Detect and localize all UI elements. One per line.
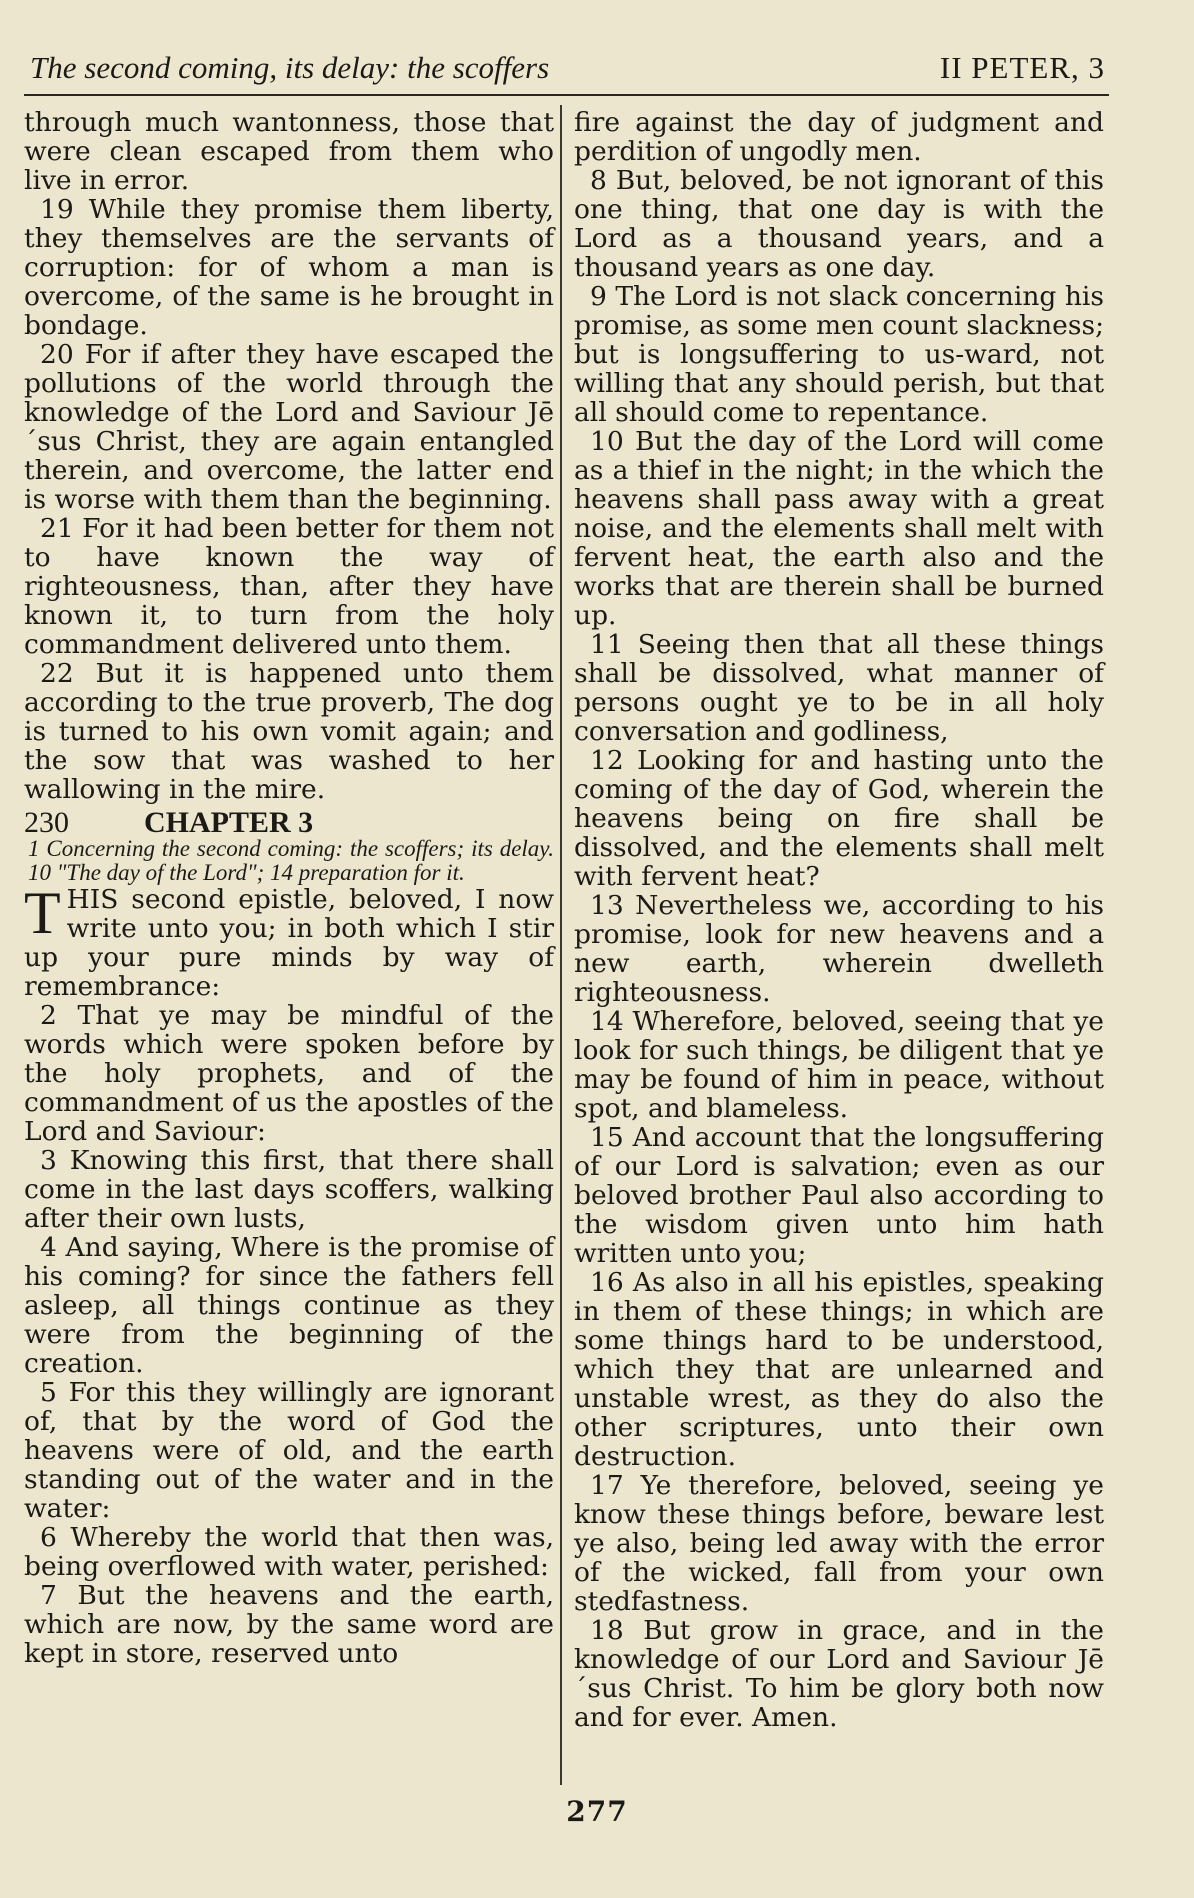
page-header <box>24 40 1109 96</box>
verse-1-text: HIS second epistle, beloved, I now write unto you; in both which I stir up your pure minds by way of remembrance: <box>24 884 554 1002</box>
verse-8: 8 But, beloved, be not ignorant of this one thing, that one day is with the Lord as a thousand years, and a thousand years as one day. <box>574 165 1104 283</box>
verse-9: 9 The Lord is not slack concerning his promise, as some men count slackness; but is longsuffering to us-ward, not willing that any should perish, but that all should come to repentance. <box>574 281 1104 428</box>
verse-6: 6 Whereby the world that then was, being overflowed with water, perished: <box>24 1522 554 1582</box>
verse-10: 10 But the day of the Lord will come as a thief in the night; in the which the heavens shall pass away with a great noise, and the elements shall melt with fervent heat, the earth also and the works that are therein shall be burned up. <box>574 426 1104 631</box>
verse-continuation: through much wantonness, those that were clean escaped from them who live in error. <box>24 107 554 196</box>
verse-12: 12 Looking for and hasting unto the coming of the day of God, wherein the heavens being on fire shall be dissolved, and the elements shall melt with fervent heat? <box>574 745 1104 892</box>
left-column <box>24 108 554 1668</box>
verse-3: 3 Knowing this first, that there shall come in the last days scoffers, walking after their own lusts, <box>24 1145 554 1234</box>
page-number: 277 <box>566 1795 628 1828</box>
book-chapter-reference: II PETER, 3 <box>939 50 1105 85</box>
verse-2: 2 That ye may be mindful of the words which were spoken before by the holy prophets, and of the commandment of us the apostles of the Lord and Saviour: <box>24 1000 554 1147</box>
verse-13: 13 Nevertheless we, according to his promise, look for new heavens and a new earth, wherein dwelleth righteousness. <box>574 890 1104 1008</box>
verse-17: 17 Ye therefore, beloved, seeing ye know these things before, beware lest ye also, being led away with the error of the wicked, fall from your own stedfastness. <box>574 1470 1104 1617</box>
verse-continuation: fire against the day of judgment and perdition of ungodly men. <box>574 107 1104 167</box>
chapter-title: CHAPTER 3 <box>144 806 314 839</box>
verse-5: 5 For this they willingly are ignorant of, that by the word of God the heavens were of old, and the earth standing out of the water and in the water: <box>24 1377 554 1524</box>
drop-cap: T <box>24 880 61 946</box>
chapter-heading <box>24 808 554 837</box>
verse-7: 7 But the heavens and the earth, which are now, by the same word are kept in store, reserved unto <box>24 1580 554 1669</box>
column-divider <box>560 105 562 1785</box>
verse-15: 15 And account that the longsuffering of our Lord is salvation; even as our beloved brother Paul also according to the wisdom given unto him hath written unto you; <box>574 1122 1104 1269</box>
chapter-marginal-number: 230 <box>24 806 69 839</box>
verse-19: 19 While they promise them liberty, they themselves are the servants of corruption: for of whom a man is overcome, of the same is he brought in bondage. <box>24 194 554 341</box>
right-column <box>574 108 1104 1732</box>
verse-14: 14 Wherefore, beloved, seeing that ye look for such things, be diligent that ye may be found of him in peace, without spot, and blameless. <box>574 1006 1104 1124</box>
verse-16: 16 As also in all his epistles, speaking in them of these things; in which are some things hard to be understood, which they that are unlearned and unstable wrest, as they do also the other scriptures, unto their own destruction. <box>574 1267 1104 1472</box>
running-title: The second coming, its delay: the scoffers <box>30 50 550 85</box>
verse-22: 22 But it is happened unto them according to the true proverb, The dog is turned to his own vomit again; and the sow that was washed to her wallowing in the mire. <box>24 658 554 805</box>
verse-4: 4 And saying, Where is the promise of his coming? for since the fathers fell asleep, all things continue as they were from the beginning of the creation. <box>24 1232 554 1379</box>
chapter-summary: 1 Concerning the second coming: the scoffers; its delay. 10 "The day of the Lord"; 14 preparation for it. <box>28 836 554 885</box>
verse-1 <box>24 880 554 1002</box>
verse-11: 11 Seeing then that all these things shall be dissolved, what manner of persons ought ye to be in all holy conversation and godliness, <box>574 629 1104 747</box>
verse-18: 18 But grow in grace, and in the knowledge of our Lord and Saviour Jē´sus Christ. To him be glory both now and for ever. Amen. <box>574 1615 1104 1733</box>
verse-20: 20 For if after they have escaped the pollutions of the world through the knowledge of the Lord and Saviour Jē´sus Christ, they are again entangled therein, and overcome, the latter end is worse with them than the beginning. <box>24 339 554 515</box>
verse-21: 21 For it had been better for them not to have known the way of righteousness, than, after they have known it, to turn from the holy commandment delivered unto them. <box>24 513 554 660</box>
